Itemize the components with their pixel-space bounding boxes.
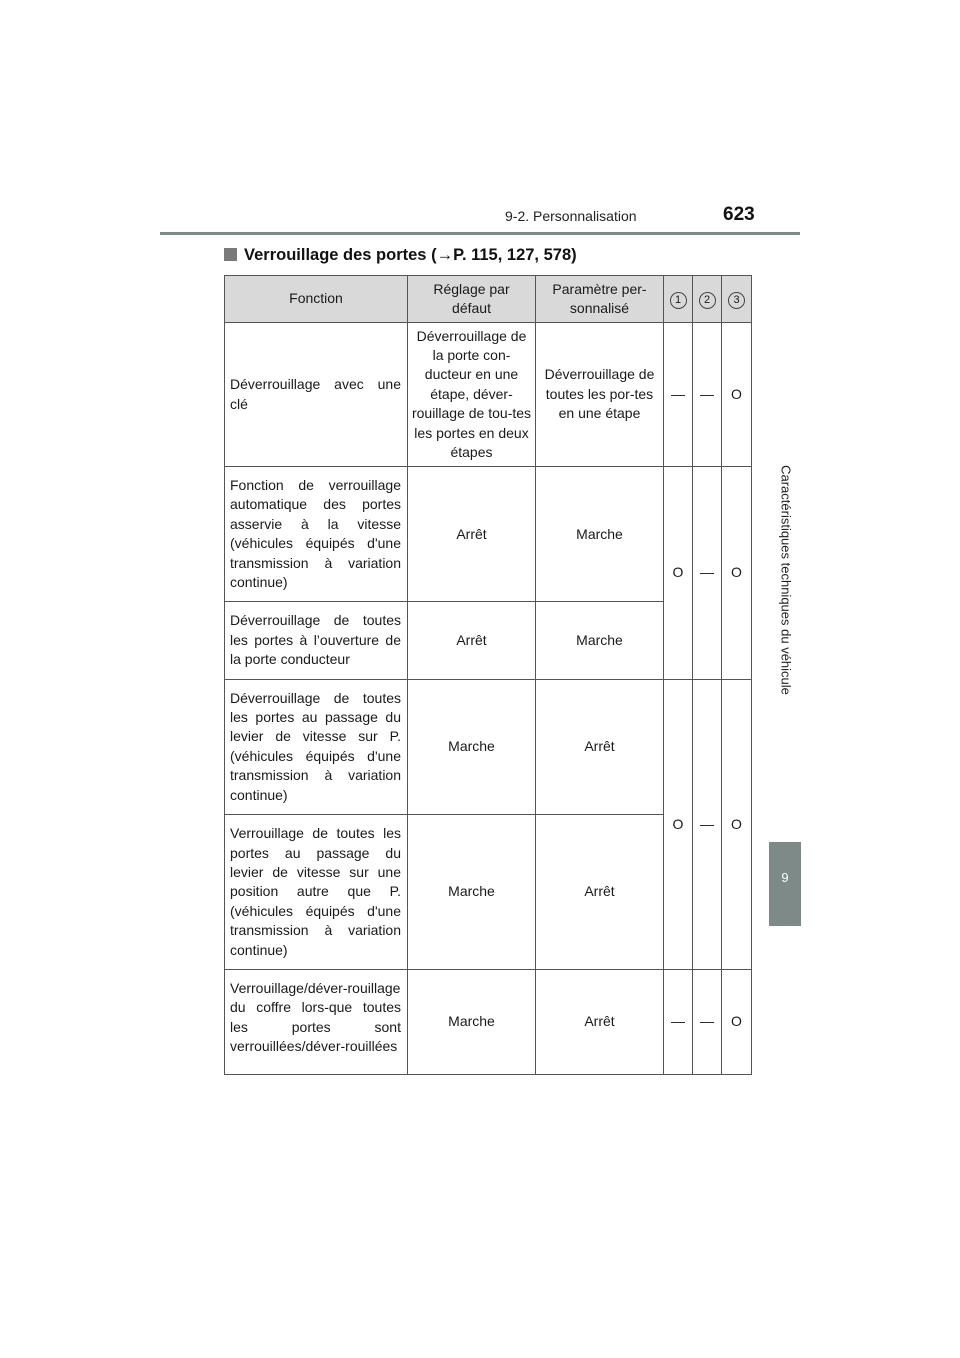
table-row [225,467,752,602]
chapter-tab[interactable] [769,842,801,926]
function-cell: Déverrouillage de toutes les portes au passage du levier de vitesse sur P. (véhicules équipés d'une transmission à variation continue) [225,679,408,814]
circled-number-2-icon: 2 [699,292,716,309]
circled-number-1-icon: 1 [670,292,687,309]
table-row [225,323,752,467]
header-divider [160,232,800,235]
method-3-cell: O [722,969,752,1074]
default-cell: Marche [408,969,536,1074]
header-method-2 [693,276,722,323]
method-1-cell: — [664,969,693,1074]
method-3-cell: O [722,323,752,467]
circled-number-3-icon: 3 [728,292,745,309]
custom-cell: Déverrouillage de toutes les por-tes en une étape [536,323,664,467]
function-cell: Déverrouillage avec une clé [225,323,408,467]
function-cell: Verrouillage de toutes les portes au passage du levier de vitesse sur une position autre que P. (véhicules équipés d'une transmission à variation continue) [225,815,408,970]
custom-cell: Marche [536,602,664,679]
square-bullet-icon [224,248,237,261]
method-2-cell: — [693,467,722,680]
custom-cell: Marche [536,467,664,602]
custom-cell: Arrêt [536,679,664,814]
function-cell: Déverrouillage de toutes les portes à l’ouverture de la porte conducteur [225,602,408,679]
method-3-cell: O [722,467,752,680]
default-cell: Arrêt [408,467,536,602]
chapter-side-label [771,265,801,895]
settings-table [224,275,752,1075]
method-2-cell: — [693,323,722,467]
chapter-number: 9 [781,870,789,885]
method-3-cell: O [722,679,752,969]
heading-text-before: Verrouillage des portes ( [244,246,437,264]
table-row [225,679,752,814]
default-cell: Déverrouillage de la porte con-ducteur en une étape, déver-rouillage de tou-tes les portes en deux étapes [408,323,536,467]
custom-cell: Arrêt [536,969,664,1074]
method-2-cell: — [693,679,722,969]
header-default: Réglage par défaut [408,276,536,323]
default-cell: Marche [408,815,536,970]
method-1-cell: — [664,323,693,467]
arrow-icon: → [436,246,454,264]
function-cell: Fonction de verrouillage automatique des portes asservie à la vitesse (véhicules équipés d'une transmission à variation continue) [225,467,408,602]
page-number: 623 [723,204,755,225]
page-reference-link[interactable]: P. 115, 127, 578) [453,246,577,264]
default-cell: Marche [408,679,536,814]
table-row [225,969,752,1074]
method-1-cell: O [664,467,693,680]
default-cell: Arrêt [408,602,536,679]
method-1-cell: O [664,679,693,969]
method-2-cell: — [693,969,722,1074]
header-function: Fonction [225,276,408,323]
section-title: 9-2. Personnalisation [505,208,637,224]
function-cell: Verrouillage/déver-rouillage du coffre lors-que toutes les portes sont verrouillées/déver-rouillées [225,969,408,1074]
header-method-1 [664,276,693,323]
custom-cell: Arrêt [536,815,664,970]
table-header-row [225,276,752,323]
header-custom: Paramètre per-sonnalisé [536,276,664,323]
section-heading [224,246,577,265]
header-method-3 [722,276,752,323]
chapter-title: Caractéristiques techniques du véhicule [778,465,794,695]
